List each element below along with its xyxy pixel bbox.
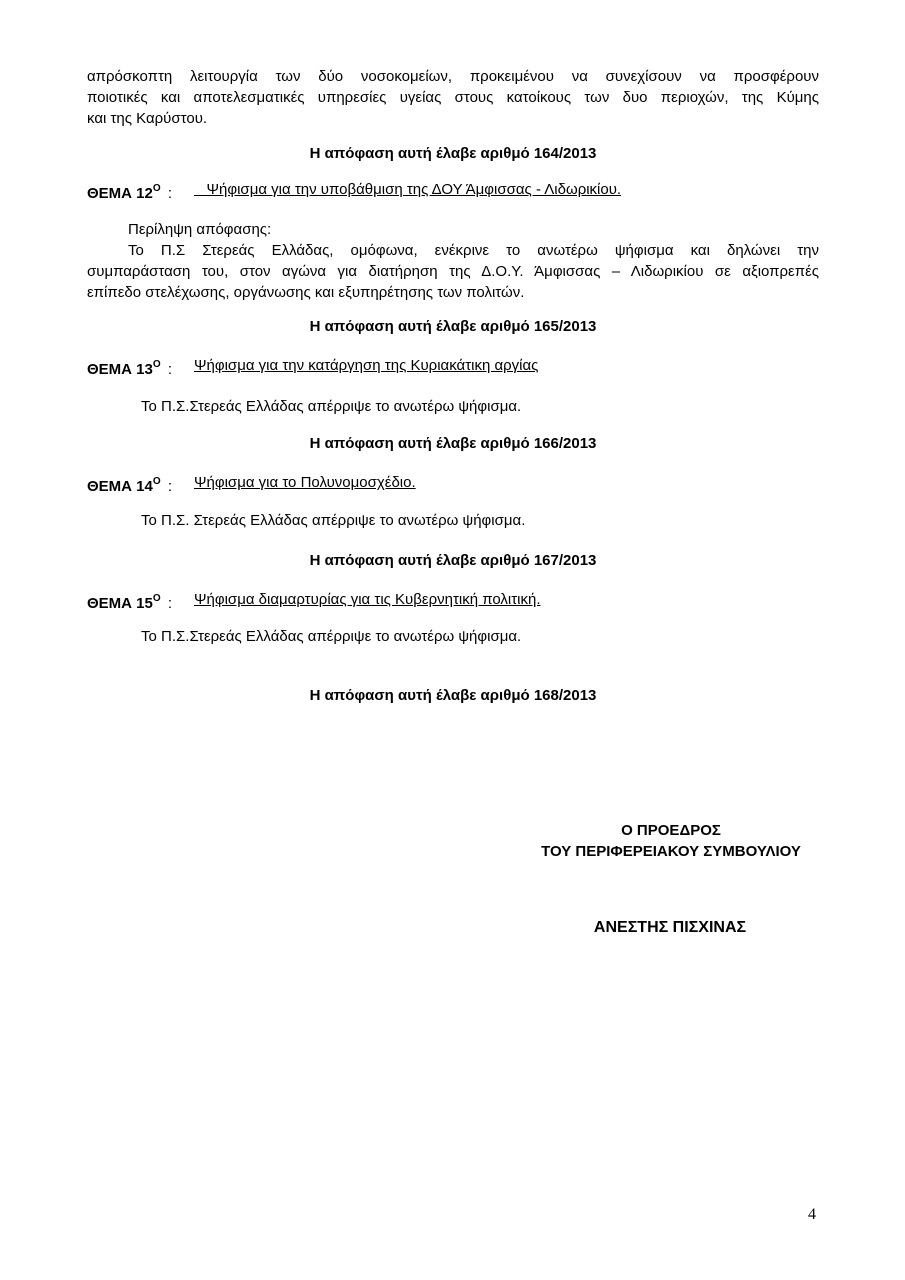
topic-heading (87, 355, 539, 380)
topic-heading (87, 589, 541, 614)
rejection-text: Το Π.Σ.Στερεάς Ελλάδας απέρριψε το ανωτέρω ψήφισμα. (141, 398, 522, 415)
summary-line: Το Π.Σ Στερεάς Ελλάδας, ομόφωνα, ενέκρινε το ανωτέρω ψήφισμα και δηλώνει την (128, 242, 819, 259)
signature-title (524, 820, 818, 862)
topic12-summary (87, 219, 819, 303)
intro-line: απρόσκοπτη λειτουργία των δύο νοσοκομείων, προκειμένου να συνεχίσουν να προσφέρουν (87, 68, 819, 85)
topic-heading (87, 472, 416, 497)
rejection-text: Το Π.Σ. Στερεάς Ελλάδας απέρριψε το ανωτέρω ψήφισμα. (141, 512, 526, 529)
topic-ordinal: Ο (152, 359, 161, 370)
topic-ordinal: Ο (152, 183, 161, 194)
rejection-text: Το Π.Σ.Στερεάς Ελλάδας απέρριψε το ανωτέρω ψήφισμα. (141, 628, 522, 645)
topic-label: ΘΕΜΑ $13^O$ (87, 359, 161, 378)
topic-heading (87, 179, 622, 204)
decision-number: Η απόφαση αυτή έλαβε αριθμό 164/2013 (309, 145, 597, 162)
topic-label: ΘΕΜΑ $14^O$ (87, 476, 161, 495)
topic-colon: : (167, 595, 172, 612)
page-number: 4 (808, 1206, 816, 1223)
decision-number: Η απόφαση αυτή έλαβε αριθμό 167/2013 (309, 552, 597, 569)
signature-title-line1: Ο ΠΡΟΕΔΡΟΣ (621, 822, 721, 839)
decision-number: Η απόφαση αυτή έλαβε αριθμό 165/2013 (309, 318, 597, 335)
topic-title: Ψήφισμα για την υποβάθμιση της ΔΟΥ Άμφισσας - Λιδωρικίου. (194, 181, 622, 198)
topic-colon: : (167, 478, 172, 495)
topic-ordinal: Ο (152, 593, 161, 604)
summary-line: συμπαράσταση του, στον αγώνα για διατήρηση της Δ.Ο.Υ. Άμφισσας – Λιδωρικίου σε αξιοπρεπές (87, 263, 819, 280)
intro-line: και της Καρύστου. (87, 110, 208, 127)
topic-colon: : (167, 361, 172, 378)
summary-label: Περίληψη απόφασης: (128, 221, 272, 238)
topic-colon: : (167, 185, 172, 202)
topic-title: Ψήφισμα διαμαρτυρίας για τις Κυβερνητική πολιτική. (194, 591, 541, 608)
signature-name: ΑΝΕΣΤΗΣ ΠΙΣΧΙΝΑΣ (593, 919, 747, 936)
intro-line: ποιοτικές και αποτελεσματικές υπηρεσίες υγείας στους κατοίκους των δυο περιοχών, της Κύμης (87, 89, 819, 106)
intro-paragraph (87, 66, 819, 129)
decision-number: Η απόφαση αυτή έλαβε αριθμό 168/2013 (309, 687, 597, 704)
signature-title-line2: ΤΟΥ ΠΕΡΙΦΕΡΕΙΑΚΟΥ ΣΥΜΒΟΥΛΙΟΥ (541, 843, 801, 860)
topic-title: Ψήφισμα για το Πολυνομοσχέδιο. (194, 474, 416, 491)
decision-number: Η απόφαση αυτή έλαβε αριθμό 166/2013 (309, 435, 597, 452)
summary-line: επίπεδο στελέχωσης, οργάνωσης και εξυπηρέτησης των πολιτών. (87, 284, 525, 301)
topic-label: ΘΕΜΑ $15^O$ (87, 593, 161, 612)
topic-label: ΘΕΜΑ $12^O$ (87, 183, 161, 202)
topic-title: Ψήφισμα για την κατάργηση της Κυριακάτικη αργίας (194, 357, 539, 374)
topic-ordinal: Ο (152, 476, 161, 487)
